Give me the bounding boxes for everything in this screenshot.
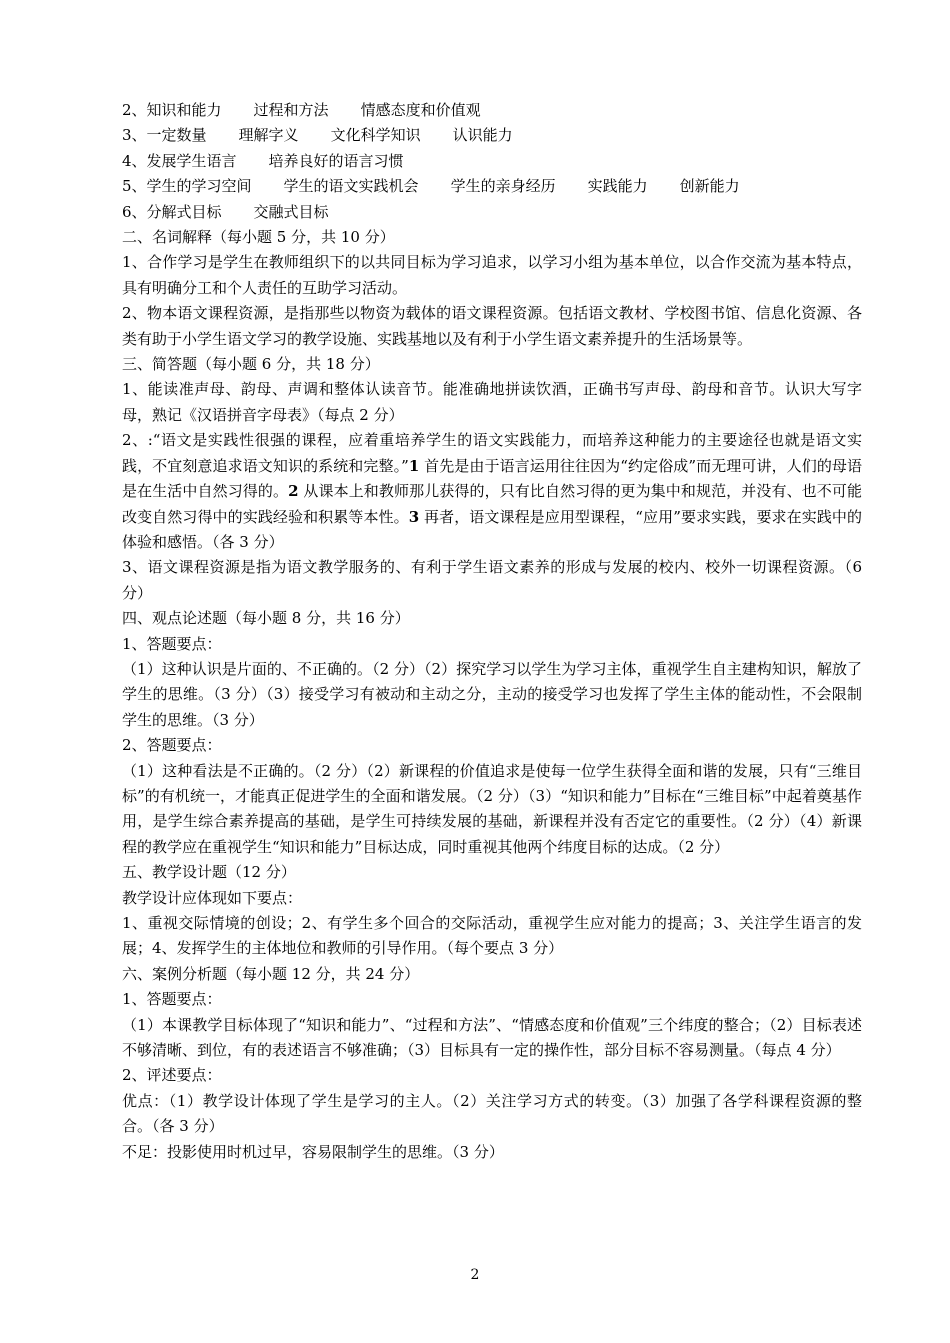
answer-paragraph: （1）这种认识是片面的、不正确的。（2 分）（2）探究学习以学生为学习主体，重视学生自主建构知识，解放了学生的思维。（3 分）（3）接受学习有被动和主动之分，主动的接受学习也发挥了学生主体的能动性，不会限制学生的思维。（3 分） [122,659,862,729]
answer-item: 4、发展学生语言 [122,151,237,170]
fill-answer-2 [122,98,862,123]
point-number: 2 [288,482,299,501]
fill-answer-4 [122,149,862,174]
answer-paragraph: （1）这种看法是不正确的。（2 分）（2）新课程的价值追求是使每一位学生获得全面和谐的发展，只有“三维目标”的有机统一，才能真正促进学生的全面和谐发展。（2 分）（3）“知识和能力”目标在“三维目标”中起着奠基作用，是学生综合素养提高的基础，是学生可持续发展的基础，新课程并没有否定它的重要性。（2 分）（4）新课程的教学应在重视学生“知识和能力”目标达成，同时重视其他两个纬度目标的达成。（2 分） [122,761,862,856]
answer-text: 再者，语文课程是应用型课程，“应用”要求实践，要求在实践中的体验和感悟。（各 3 分） [122,507,862,551]
answer-item: 实践能力 [587,177,648,196]
answer-item: 学生的语文实践机会 [283,177,419,196]
answer-paragraph: 2、物本语文课程资源，是指那些以物资为载体的语文课程资源。包括语文教材、学校图书馆、信息化资源、各类有助于小学生语文学习的教学设施、实践基地以及有利于小学生语文素养提升的生活场景等。 [122,304,862,348]
point-number: 3 [408,507,420,526]
answer-item: 文化科学知识 [330,126,421,145]
answer-label: 2、评述要点： [122,1066,222,1085]
answer-item: 理解字义 [238,126,299,145]
document-page [122,98,862,1165]
section-heading: 四、观点论述题（每小题 8 分，共 16 分） [122,609,410,628]
answer-intro: 教学设计应体现如下要点： [122,888,303,907]
answer-item: 过程和方法 [253,101,329,119]
answer-text: 从课本上和教师那儿获得的，只有比自然习得的更为集中和规范，并没有、也不可能改变自然习得中的实践经验和积累等本性。 [122,482,862,526]
answer-label: 1、答题要点： [122,990,222,1009]
answer-item: 认识能力 [452,126,513,145]
answer-paragraph: 1、重视交际情境的创设；2、有学生多个回合的交际活动，重视学生应对能力的提高；3、关注学生语言的发展；4、发挥学生的主体地位和教师的引导作用。（每个要点 3 分） [122,914,862,958]
answer-item: 3、一定数量 [122,126,207,145]
page-number: 2 [470,1267,480,1283]
point-number: 1 [408,456,420,475]
section-heading: 二、名词解释（每小题 5 分，共 10 分） [122,228,395,247]
answer-item: 5、学生的学习空间 [122,177,252,196]
answer-item: 创新能力 [679,177,740,196]
answer-paragraph: 不足：投影使用时机过早，容易限制学生的思维。（3 分） [122,1142,504,1161]
section-heading: 五、教学设计题（12 分） [122,863,296,882]
answer-item: 培养良好的语言习惯 [268,151,404,170]
answer-item: 学生的亲身经历 [450,177,556,196]
fill-answer-6 [122,200,862,225]
fill-answer-5 [122,174,862,199]
answer-item: 情感态度和价值观 [360,101,481,119]
answer-paragraph: 3、语文课程资源是指为语文教学服务的、有利于学生语文素养的形成与发展的校内、校外一切课程资源。（6 分） [122,558,862,602]
answer-text: 首先是由于语言运用往往因为“约定俗成”而无理可讲，人们的母语是在生活中自然习得的。 [122,456,863,501]
answer-label: 1、答题要点： [122,634,222,653]
answer-item: 6、分解式目标 [122,202,222,221]
answer-item: 交融式目标 [253,202,329,221]
section-heading: 三、简答题（每小题 6 分，共 18 分） [122,355,380,374]
answer-paragraph [122,428,862,555]
answer-paragraph: 1、能读准声母、韵母、声调和整体认读音节。能准确地拼读饮酒，正确书写声母、韵母和音节。认识大写字母，熟记《汉语拼音字母表》（每点 2 分） [122,380,862,424]
fill-answer-3 [122,123,862,148]
section-heading: 六、案例分析题（每小题 12 分，共 24 分） [122,964,420,983]
answer-paragraph: （1）本课教学目标体现了“知识和能力”、“过程和方法”、“情感态度和价值观”三个纬度的整合；（2）目标表述不够清晰、到位，有的表述语言不够准确；（3）目标具有一定的操作性，部分目标不容易测量。（每点 4 分） [122,1015,862,1060]
answer-paragraph: 优点：（1）教学设计体现了学生是学习的主人。（2）关注学习方式的转变。（3）加强了各学科课程资源的整合。（各 3 分） [122,1091,862,1136]
answer-label: 2、答题要点： [122,736,222,755]
answer-paragraph: 1、合作学习是学生在教师组织下的以共同目标为学习追求，以学习小组为基本单位，以合作交流为基本特点，具有明确分工和个人责任的互助学习活动。 [122,253,862,297]
answer-item: 2、知识和能力 [122,101,222,119]
answer-text: 2、:“语文是实践性很强的课程，应着重培养学生的语文实践能力，而培养这种能力的主要途径也就是语文实践，不宜刻意追求语文知识的系统和完整。” [122,431,862,475]
